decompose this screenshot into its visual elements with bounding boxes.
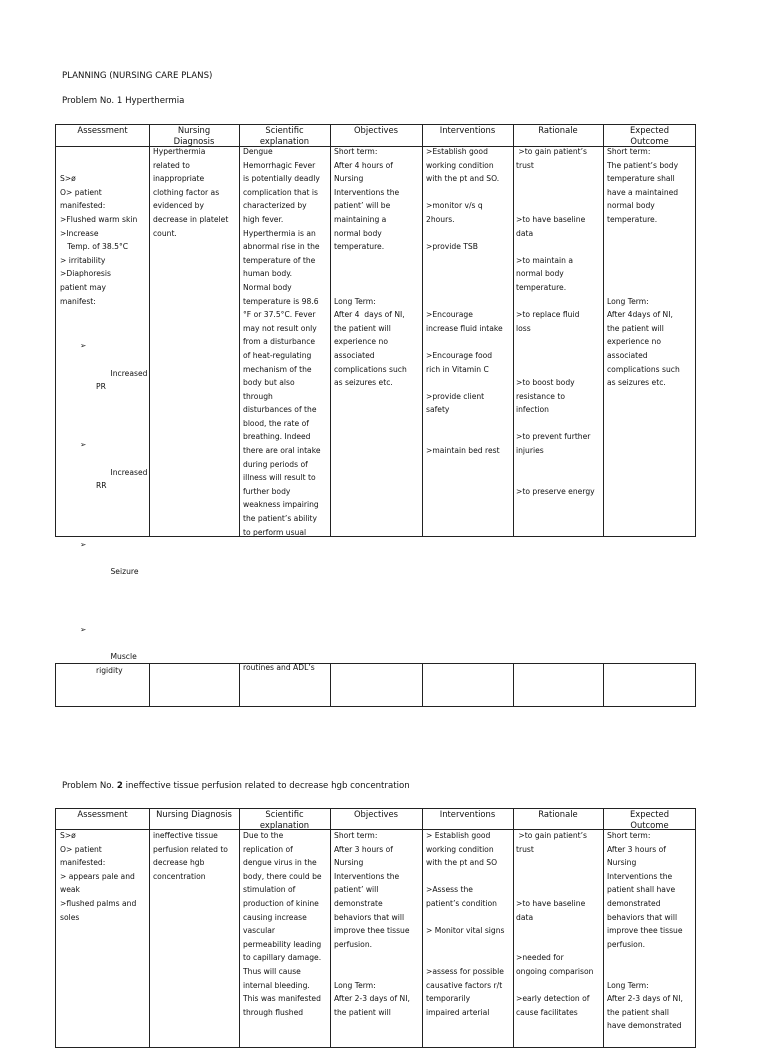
assessment-bullet-text: Increased RR: [96, 467, 148, 491]
arrow-bullet-icon: ➢: [80, 539, 87, 549]
header-interventions: Interventions: [439, 125, 496, 135]
problem-1-heading: Problem No. 1 Hyperthermia: [62, 96, 185, 106]
assessment-cell: S>ø O> patient manifested: > appears pale and weak >flushed palms and soles: [60, 831, 137, 922]
assessment-bullet-text: Muscle rigidity: [96, 652, 137, 675]
header-interventions: Interventions: [439, 809, 496, 819]
header-assessment: Assessment: [77, 809, 128, 819]
header-objectives: Objectives: [353, 809, 399, 819]
header-expected-outcome: Expected Outcome: [629, 809, 670, 830]
header-expected-outcome: Expected Outcome: [629, 125, 670, 146]
outcome-cell: Short term: After 3 hours of Nursing Interventions the patient shall have demonstrated behaviors that will improve thee tissue perfusion. Long Term: After 2-3 days of NI, the patient shall have demonstrated: [607, 831, 683, 1031]
arrow-bullet-icon: ➢: [80, 625, 87, 635]
page-title: PLANNING (NURSING CARE PLANS): [62, 71, 213, 81]
outcome-cell: Short term: The patient’s body temperature shall have a maintained normal body temperature. Long Term: After 4days of NI, the patient will experience no associated complications such as seizures etc.: [607, 147, 680, 388]
explanation-cell: Dengue Hemorrhagic Fever is potentially deadly complication that is characterized by high fever. Hyperthermia is an abnormal rise in the temperature of the human body. Normal body temperature is 98.6 °F or 37.5°C. Fever may not result only from a disturbance of heat-regulating mechanism of the body but also through disturbances of the blood, the rate of breathing. Indeed there are oral intake during periods of illness will result to further body weakness impairing the patient’s ability to perform usual: [243, 147, 321, 537]
arrow-bullet-icon: ➢: [80, 440, 87, 450]
header-rationale: Rationale: [538, 125, 578, 135]
care-plan-table-1-continued: [55, 663, 696, 707]
interventions-cell: > Establish good working condition with the pt and SO >Assess the patient’s condition > Monitor vital signs >assess for possible causative factors r/t temporarily impaired arterial: [426, 831, 505, 1017]
rationale-cell: >to gain patient’s trust >to have baseline data >needed for ongoing comparison >early detection of cause facilitates: [516, 831, 594, 1017]
assessment-cell: [60, 145, 147, 718]
problem-2-heading-prefix: Problem No.: [62, 781, 117, 791]
assessment-bullet-text: Seizure: [110, 566, 139, 576]
assessment-bullet-1: [80, 339, 147, 407]
diagnosis-cell: ineffective tissue perfusion related to decrease hgb concentration: [153, 831, 228, 881]
header-objectives: Objectives: [353, 125, 399, 135]
assessment-bullet-text: Increased PR: [96, 368, 148, 392]
explanation-continued: routines and ADL’s: [243, 663, 315, 672]
assessment-bullet-3: [80, 538, 147, 592]
interventions-cell: >Establish good working condition with the pt and SO. >monitor v/s q 2hours. >provide TSB >Encourage increase fluid intake >Encourage food rich in Vitamin C >provide client safety >maintain bed rest: [426, 147, 503, 456]
assessment-text: S>ø O> patient manifested: >Flushed warm skin >Increase Temp. of 38.5°C > irritability >Diaphoresis patient may manifest:: [60, 174, 138, 306]
assessment-bullet-2: [80, 438, 147, 506]
explanation-cell: Due to the replication of dengue virus in the body, there could be stimulation of production of kinine causing increase vascular permeability leading to capillary damage. Thus will cause internal bleeding. This was manifested through flushed: [243, 831, 322, 1017]
objectives-cell: Short term: After 4 hours of Nursing Interventions the patient’ will be maintaining a normal body temperature. Long Term: After 4 days of NI, the patient will experience no associated complications such as seizures etc.: [334, 147, 407, 388]
arrow-bullet-icon: ➢: [80, 341, 87, 351]
rationale-cell: >to gain patient’s trust >to have baseline data >to maintain a normal body temperature. >to replace fluid loss >to boost body resistance to infection >to prevent further injuries >to preserve energy: [516, 147, 595, 496]
header-scientific-explanation: Scientific explanation: [259, 125, 310, 146]
diagnosis-cell: Hyperthermia related to inappropriate clothing factor as evidenced by decrease in platelet count.: [153, 147, 229, 238]
problem-2-number: 2: [116, 781, 123, 791]
header-rationale: Rationale: [538, 809, 578, 819]
header-assessment: Assessment: [77, 125, 128, 135]
header-nursing-diagnosis: Nursing Diagnosis: [156, 809, 232, 819]
problem-2-heading: [62, 781, 410, 791]
care-plan-table-2: [55, 808, 696, 1048]
objectives-cell: Short term: After 3 hours of Nursing Interventions the patient’ will demonstrate behaviors that will improve thee tissue perfusion. Long Term: After 2-3 days of NI, the patient will: [334, 831, 410, 1017]
header-nursing-diagnosis: Nursing Diagnosis: [173, 125, 215, 146]
problem-2-heading-text: ineffective tissue perfusion related to decrease hgb concentration: [122, 781, 410, 791]
header-scientific-explanation: Scientific explanation: [259, 809, 310, 830]
